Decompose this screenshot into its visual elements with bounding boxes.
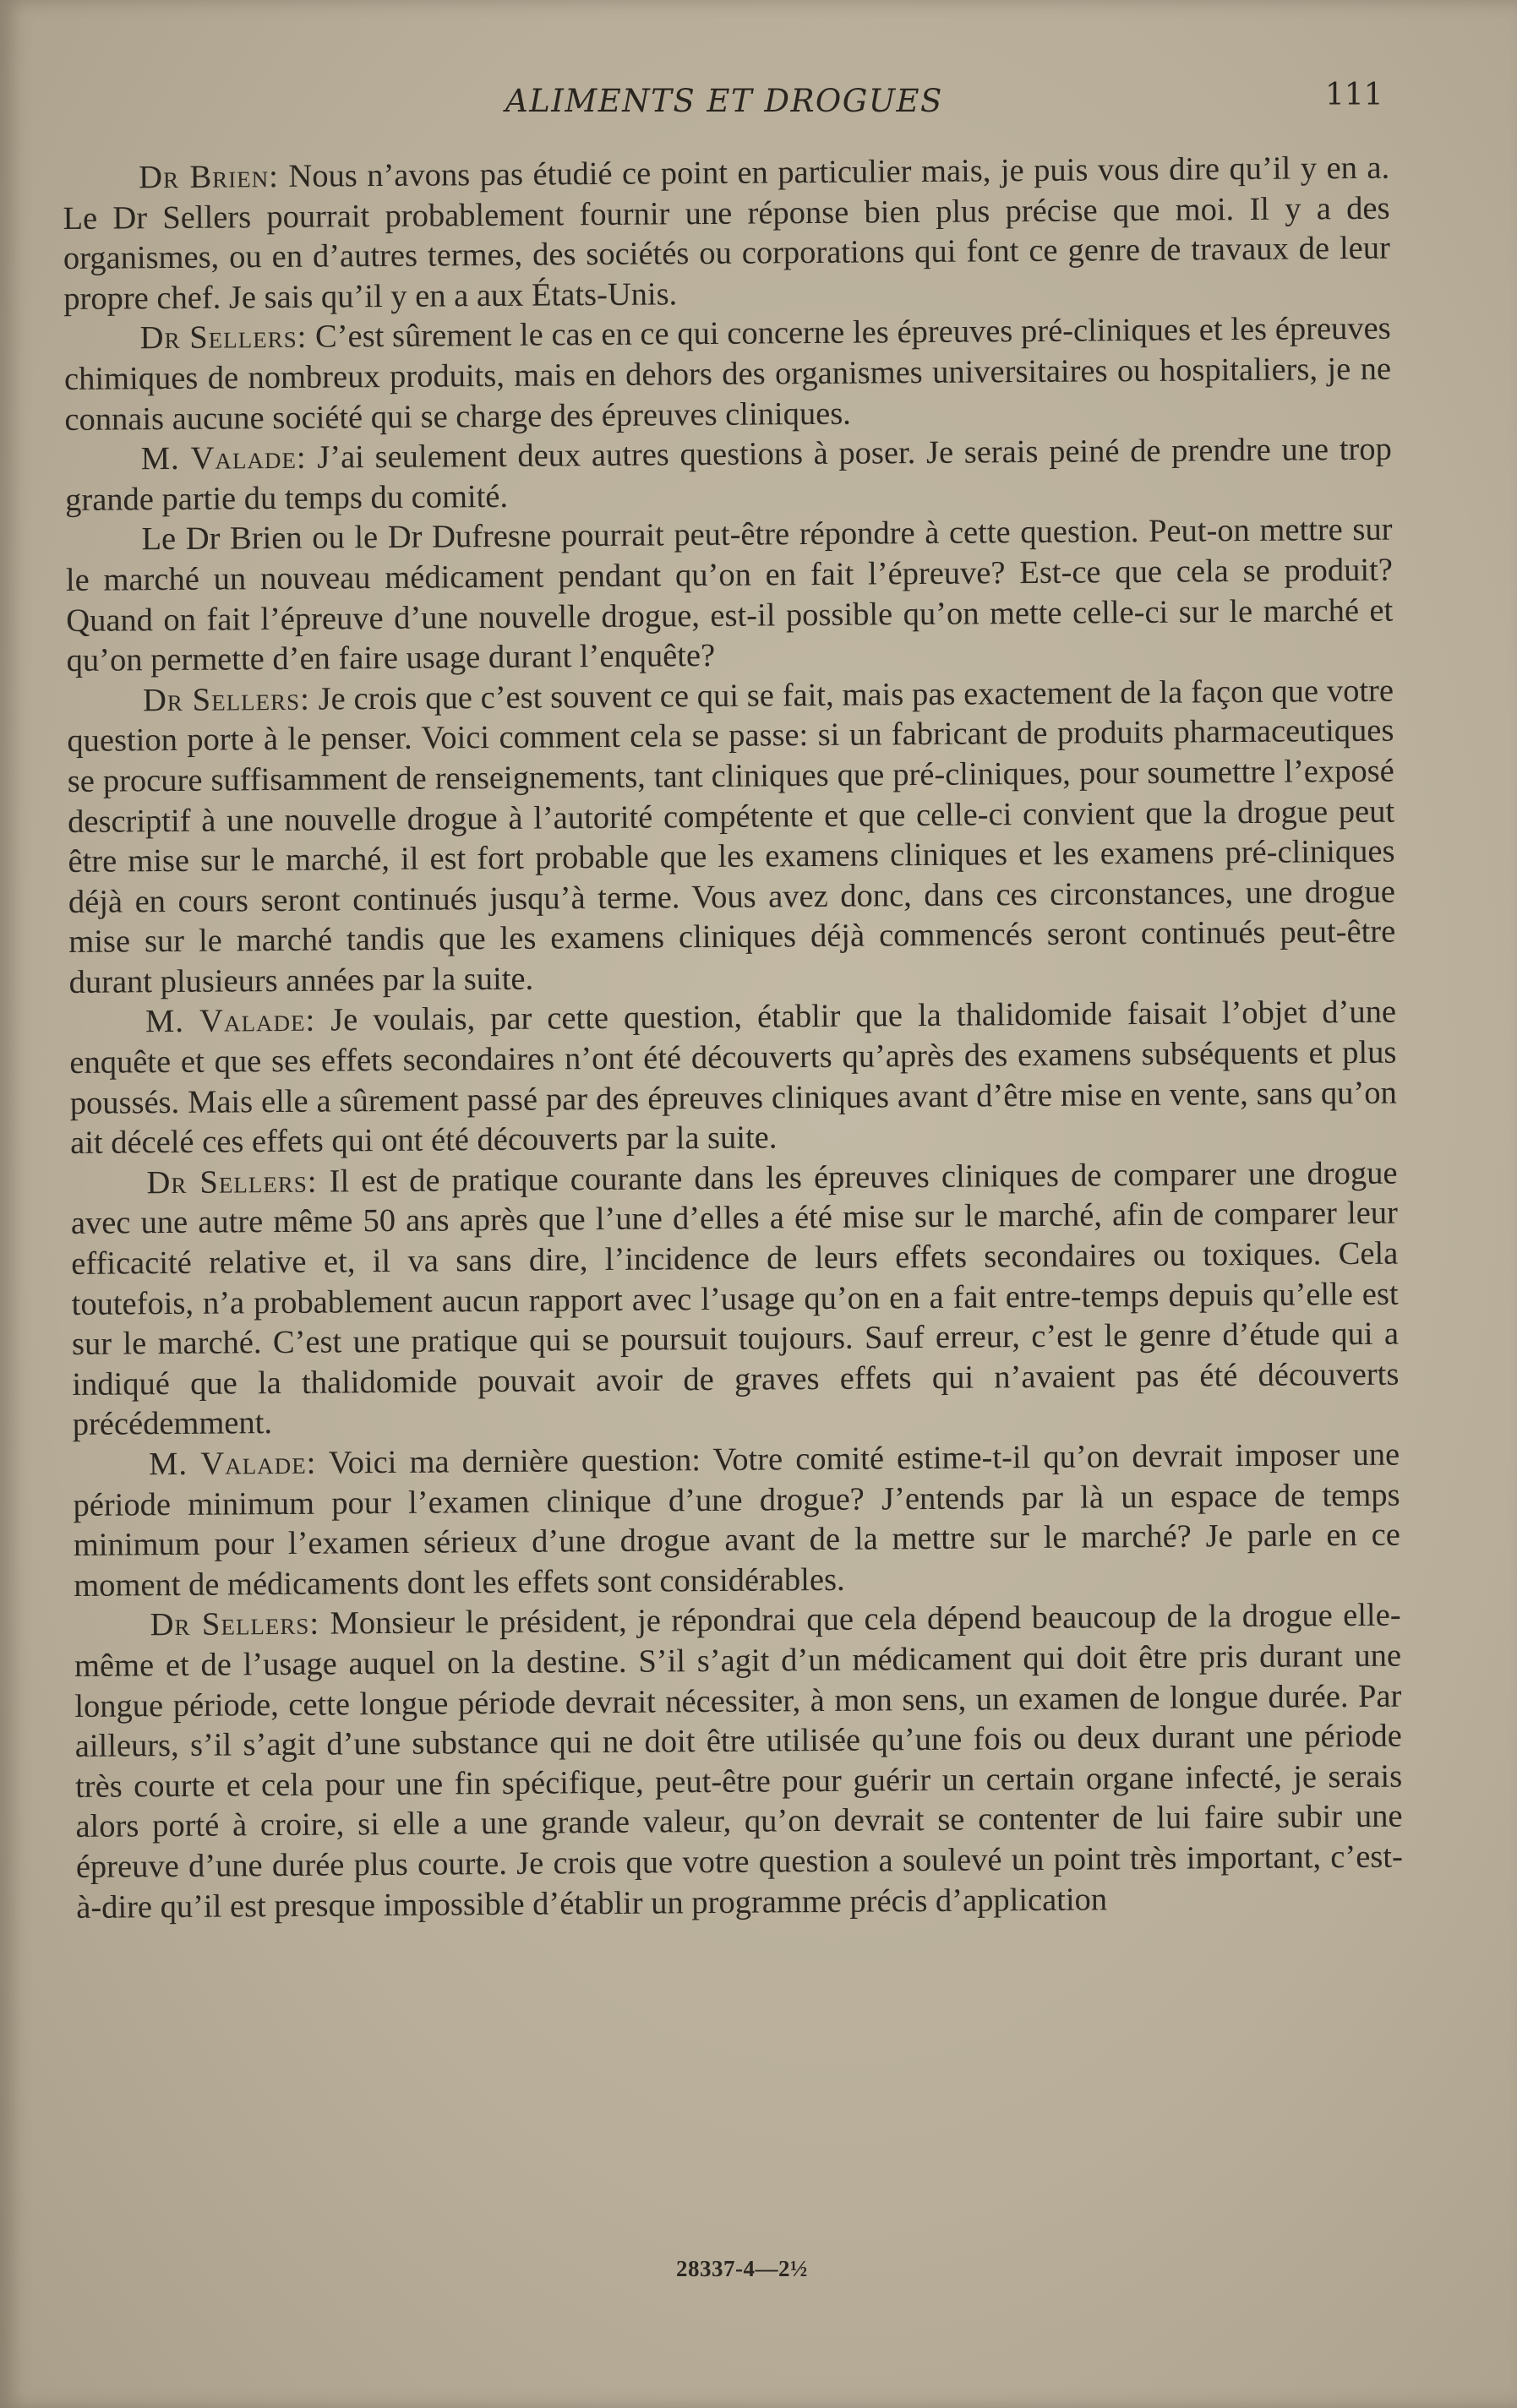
paragraph-8 [73, 1436, 1400, 1607]
speaker-label: Dr Sellers: [146, 1163, 318, 1201]
page-header [0, 78, 1517, 133]
paragraph-text: Nous n’avons pas étudié ce point en particulier mais, je puis vous dire qu’il y en a. Le Dr Sellers pourrait probablement fournir une réponse bien plus précise que moi. Il y a des organismes, ou en d’autres termes, des sociétés ou corporations qui font ce genre de travaux de leur propre chef. Je sais qu’il y en a aux États-Unis. [63, 150, 1391, 317]
paragraph-text: Je voulais, par cette question, établir que la thalidomide faisait l’objet d’une enquête et que ses effets secondaires n’ont été découverts qu’après des examens subséquents et plus poussés. Mais elle a sûrement passé par des épreuves cliniques avant d’être mise en vente, sans qu’on ait décelé ces effets qui ont été découverts par la suite. [69, 994, 1397, 1162]
speaker-label: Dr Sellers: [150, 1606, 320, 1643]
speaker-label: Dr Sellers: [139, 319, 308, 357]
paragraph-9 [74, 1596, 1403, 1928]
speaker-label: Dr Brien: [139, 158, 280, 196]
paragraph-3 [65, 430, 1393, 521]
speaker-label: Dr Sellers: [142, 681, 310, 718]
paragraph-text: C’est sûrement le cas en ce qui concerne les épreuves pré-cliniques et les épreuves chimiques de nombreux produits, mais en dehors des organismes universitaires ou hospitaliers, je ne connais aucune société qui se charge des épreuves cliniques. [63, 311, 1392, 438]
page-number: 111 [1325, 78, 1383, 112]
paragraph-4 [65, 510, 1393, 682]
speaker-label: M. Valade: [140, 439, 307, 477]
paragraph-7 [70, 1153, 1400, 1445]
body-text [63, 149, 1403, 1928]
speaker-label: M. Valade: [148, 1445, 317, 1483]
paragraph-text: Voici ma dernière question: Votre comité estime-t-il qu’on devrait imposer une période minimum pour l’examen clinique d’une drogue? J’entends par là un espace de temps minimum pour l’examen sérieux d’une drogue avant de la mettre sur le marché? Je parle en ce moment de médicaments dont les effets sont considérables. [73, 1436, 1401, 1604]
paragraph-text: Le Dr Brien ou le Dr Dufresne pourrait peut-être répondre à cette question. Peut-on mettre sur le marché un nouveau médicament pendant qu’on en fait l’épreuve? Est-ce que cela se produit? Quand on fait l’épreuve d’une nouvelle drogue, est-il possible qu’on mette celle-ci sur le marché et qu’on permette d’en faire usage durant l’enquête? [65, 511, 1394, 679]
paragraph-6 [69, 993, 1397, 1164]
paragraph-1 [63, 149, 1390, 320]
running-title: ALIMENTS ET DROGUES [505, 83, 943, 119]
paragraph-5 [67, 671, 1396, 1003]
speaker-label: M. Valade: [145, 1003, 316, 1040]
paragraph-2 [63, 309, 1391, 440]
paragraph-text: Je crois que c’est souvent ce qui se fait, mais pas exactement de la façon que votre question porte à le penser. Voici comment cela se passe: si un fabricant de produits pharmaceutiques se procure suffisamment de renseignements, tant cliniques que pré-cliniques, pour soumettre l’exposé descriptif à une nouvelle drogue à l’autorité compétente et que celle-ci convient que la drogue peut être mise sur le marché, il est fort probable que les examens cliniques et les examens pré-cliniques déjà en cours seront continués jusqu’à terme. Vous avez donc, dans ces circonstances, une drogue mise sur le marché tandis que les examens cliniques déjà commencés seront continués peut-être durant plusieurs années par la suite. [67, 673, 1396, 1000]
print-code-footer: 28337-4—2½ [676, 2256, 808, 2281]
paragraph-text: Monsieur le président, je répondrai que cela dépend beaucoup de la drogue elle-même et de l’usage auquel on la destine. S’il s’agit d’un médicament qui doit être pris durant une longue période, cette longue période devrait nécessiter, à mon sens, un examen de longue durée. Par ailleurs, s’il s’agit d’une substance qui ne doit être utilisée qu’une fois ou deux durant une période très courte et cela pour une fin spécifique, peut-être pour guérir un certain organe infecté, je serais alors porté à croire, si elle a une grande valeur, qu’on devrait se contenter de lui faire subir une épreuve d’une durée plus courte. Je crois que votre question a soulevé un point très important, c’est-à-dire qu’il est presque impossible d’établir un programme précis d’application [74, 1597, 1403, 1926]
paragraph-text: Il est de pratique courante dans les épreuves cliniques de comparer une drogue avec une autre même 50 ans après que l’une d’elles a été mise sur le marché, afin de comparer leur efficacité relative et, il va sans dire, l’incidence de leurs effets secondaires ou toxiques. Cela toutefois, n’a probablement aucun rapport avec l’usage qu’on en a fait entre-temps depuis qu’elle est sur le marché. C’est une pratique qui se poursuit toujours. Sauf erreur, c’est le genre d’étude qui a indiqué que la thalidomide pouvait avoir de graves effets qui n’avaient pas été découverts précédemment. [70, 1155, 1400, 1443]
paragraph-text: J’ai seulement deux autres questions à poser. Je serais peiné de prendre une trop grande partie du temps du comité. [65, 431, 1392, 518]
